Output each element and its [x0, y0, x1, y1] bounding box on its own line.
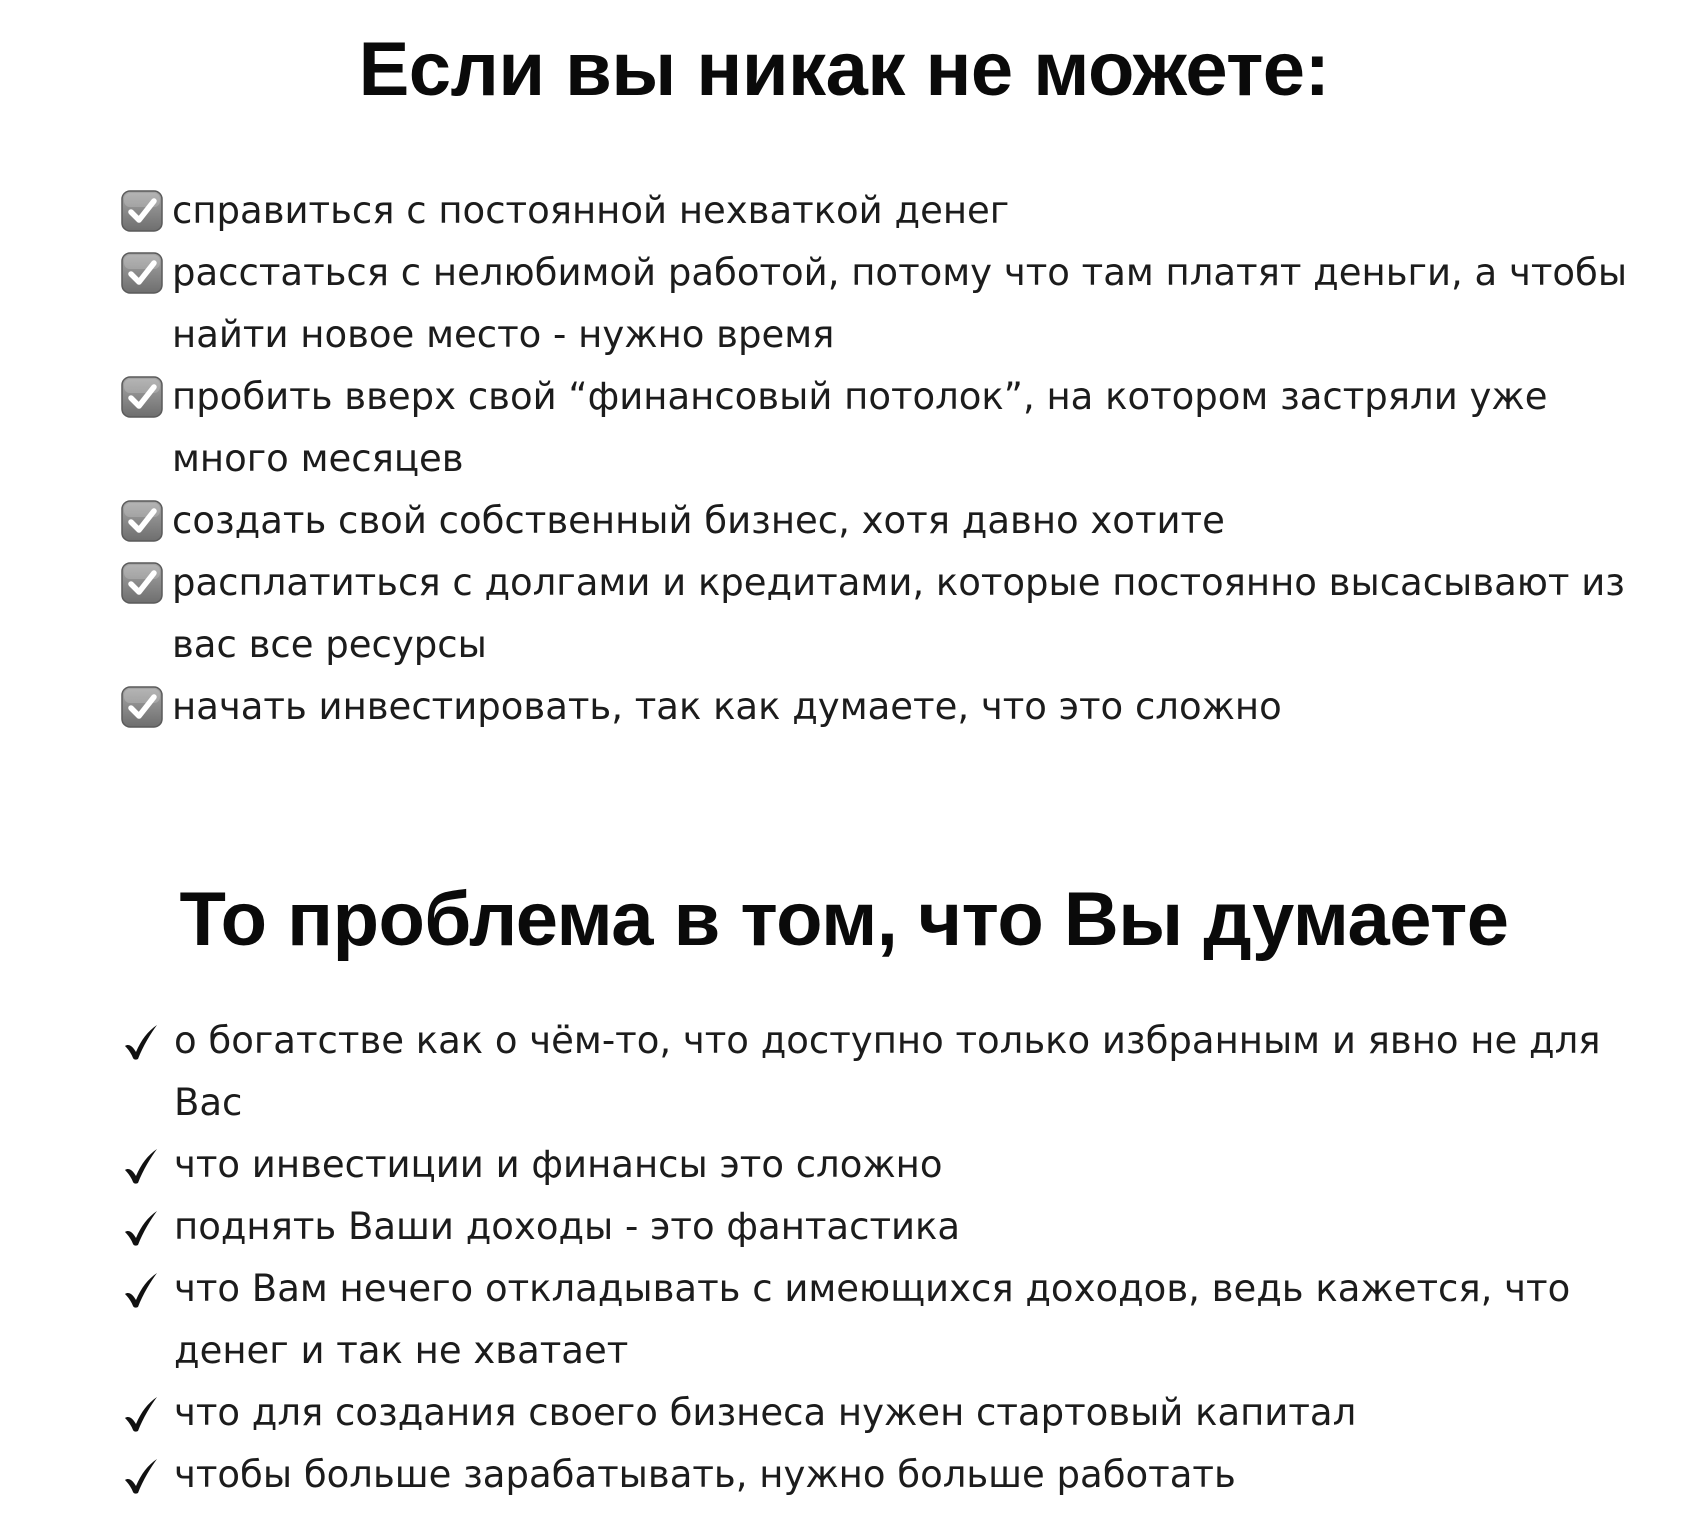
checked-box-icon	[120, 375, 164, 419]
cannot-list	[120, 180, 1640, 738]
list-item	[120, 676, 1640, 738]
checked-box-icon	[120, 189, 164, 233]
list-item-text: что для создания своего бизнеса нужен стартовый капитал	[174, 1391, 1357, 1434]
list-item	[120, 180, 1640, 242]
list-item	[120, 1010, 1640, 1134]
list-item-text: поднять Ваши доходы - это фантастика	[174, 1205, 961, 1248]
list-item-text: справиться с постоянной нехваткой денег	[172, 189, 1010, 232]
list-item	[120, 1444, 1640, 1506]
checked-box-icon	[120, 499, 164, 543]
list-item	[120, 1134, 1640, 1196]
check-mark-icon	[122, 1022, 160, 1062]
list-item-text: расплатиться с долгами и кредитами, которые постоянно высасывают из вас все ресурсы	[172, 561, 1625, 666]
checked-box-icon	[120, 561, 164, 605]
section-title: Если вы никак не можете:	[358, 27, 1330, 112]
list-item-text: пробить вверх свой “финансовый потолок”, на котором застряли уже много месяцев	[172, 375, 1548, 480]
list-item	[120, 1196, 1640, 1258]
list-item	[120, 552, 1640, 676]
checked-box-icon	[120, 685, 164, 729]
check-mark-icon	[122, 1394, 160, 1434]
list-item-text: о богатстве как о чём-то, что доступно только избранным и явно не для Вас	[174, 1019, 1601, 1124]
list-item	[120, 366, 1640, 490]
list-item-text: что Вам нечего откладывать с имеющихся доходов, ведь кажется, что денег и так не хватает	[174, 1267, 1571, 1372]
list-item	[120, 1258, 1640, 1382]
check-mark-icon	[122, 1456, 160, 1496]
list-item-text: начать инвестировать, так как думаете, что это сложно	[172, 685, 1282, 728]
checked-box-icon	[120, 251, 164, 295]
list-item-text: расстаться с нелюбимой работой, потому что там платят деньги, а чтобы найти новое место - нужно время	[172, 251, 1628, 356]
section-title: То проблема в том, что Вы думаете	[179, 877, 1509, 962]
check-mark-icon	[122, 1208, 160, 1248]
list-item-text: создать свой собственный бизнес, хотя давно хотите	[172, 499, 1225, 542]
list-item	[120, 1382, 1640, 1444]
list-item	[120, 242, 1640, 366]
list-item-text: что инвестиции и финансы это сложно	[174, 1143, 943, 1186]
check-mark-icon	[122, 1146, 160, 1186]
section-cannot	[0, 20, 1688, 728]
problem-list	[120, 1010, 1640, 1506]
section-problem	[0, 870, 1688, 1496]
list-item-text: чтобы больше зарабатывать, нужно больше работать	[174, 1453, 1236, 1496]
list-item	[120, 490, 1640, 552]
check-mark-icon	[122, 1270, 160, 1310]
